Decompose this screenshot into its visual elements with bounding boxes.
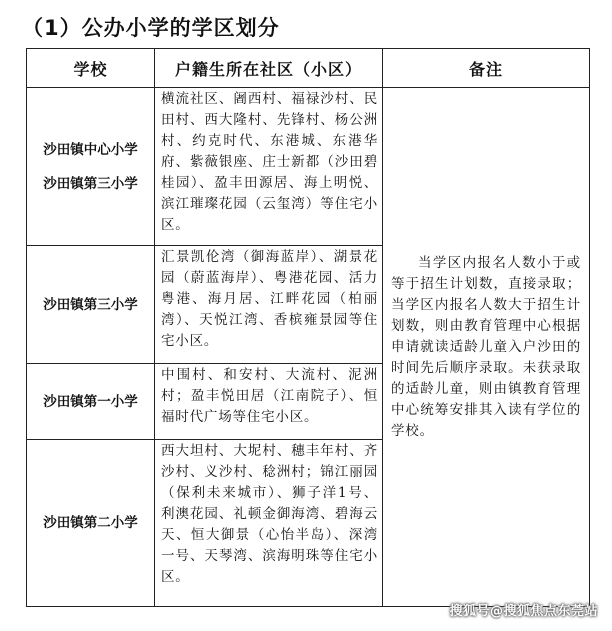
school-district-table (26, 48, 590, 607)
community-cell: 中围村、和安村、大流村、泥洲村；盈丰悦田居（江南院子）、恒福时代广场等住宅小区。 (155, 364, 383, 440)
school-name: 沙田镇第一小学 (43, 393, 138, 410)
remarks-text: 当学区内报名人数小于或等于招生计划数，直接录取；当学区内报名人数大于招生计划数，则由教育管理中心根据申请就读适龄儿童入户沙田的时间先后顺序录取。未获录取的适龄儿童，则由镇教育管理中心统筹安排其入读有学位的学校。 (391, 254, 581, 439)
community-cell: 西大坦村、大坭村、穗丰年村、齐沙村、义沙村、稔洲村；锦江丽园（保利未来城市）、狮子洋1号、利澳花园、礼顿金御海湾、碧海云天、恒大御景（心怡半岛）、深湾一号、天琴湾、滨海明珠等住宅小区。 (155, 440, 383, 607)
table-row (27, 88, 590, 246)
header-school: 学校 (27, 49, 155, 88)
remarks-cell (383, 88, 590, 607)
header-community: 户籍生所在社区（小区） (155, 49, 383, 88)
header-remarks: 备注 (383, 49, 590, 88)
school-name: 沙田镇第二小学 (43, 515, 138, 531)
section-heading: （1）公办小学的学区划分 (22, 16, 280, 40)
school-cell (27, 88, 155, 246)
school-name: 沙田镇中心小学 (43, 141, 138, 158)
school-cell (27, 246, 155, 364)
community-cell: 汇景凯伦湾（御海蓝岸）、湖景花园（蔚蓝海岸）、粤港花园、活力粤港、海月居、江畔花园（柏丽湾）、天悦江湾、香槟雍景园等住宅小区。 (155, 246, 383, 364)
watermark: 搜狐号@搜狐焦点东莞站 (449, 604, 598, 619)
table-header-row (27, 49, 590, 88)
school-name: 沙田镇第三小学 (43, 296, 138, 313)
community-cell: 横流社区、阇西村、福禄沙村、民田村、西大隆村、先锋村、杨公洲村、约克时代、东港城、东港华府、紫薇银座、庄士新都（沙田碧桂园）、盈丰田源居、海上明悦、滨江璀璨花园（云玺湾）等住宅小区。 (155, 88, 383, 246)
school-cell (27, 440, 155, 607)
school-cell (27, 364, 155, 440)
school-name: 沙田镇第三小学 (43, 175, 138, 192)
